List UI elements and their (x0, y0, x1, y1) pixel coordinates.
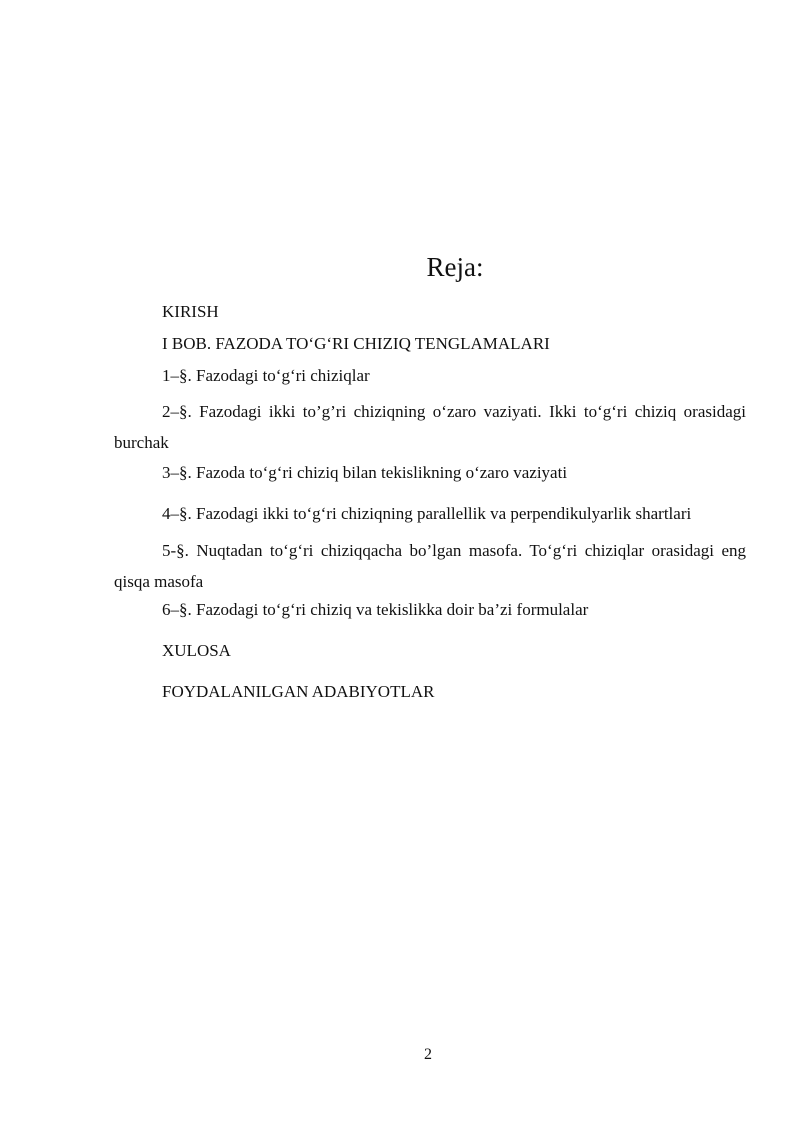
toc-entry-xulosa (114, 640, 746, 662)
toc-entry-text: I BOB. FAZODA TO‘G‘RI CHIZIQ TENGLAMALARI (162, 334, 550, 353)
toc-entry-text: 4–§. Fazodagi ikki to‘g‘ri chiziqning parallellik va perpendikulyarlik shartlari (162, 504, 692, 523)
toc-entry-text: XULOSA (162, 641, 231, 660)
toc-entry-text: FOYDALANILGAN ADABIYOTLAR (162, 682, 435, 701)
toc-entry-text: 2–§. Fazodagi ikki to’g’ri chiziqning o‘zaro vaziyati. Ikki to‘g‘ri chiziq orasidagi burchak (114, 402, 746, 452)
toc-entry-section-1 (114, 365, 746, 387)
toc-entry-references (114, 681, 746, 703)
toc-entry-kirish (114, 301, 746, 323)
toc-entry-text: 6–§. Fazodagi to‘g‘ri chiziq va tekislikka doir ba’zi formulalar (162, 600, 589, 619)
toc-entry-text: 3–§. Fazoda to‘g‘ri chiziq bilan tekislikning o‘zaro vaziyati (162, 463, 568, 482)
toc-entry-section-6 (114, 599, 746, 621)
toc-entry-section-5 (114, 535, 746, 597)
toc-entry-section-2 (114, 396, 746, 458)
toc-entry-text: 5-§. Nuqtadan to‘g‘ri chiziqqacha bo’lgan masofa. To‘g‘ri chiziqlar orasidagi eng qisqa masofa (114, 541, 746, 591)
toc-entry-section-3 (114, 462, 746, 484)
page-number: 2 (424, 1046, 432, 1063)
toc-entry-text: KIRISH (162, 302, 219, 321)
toc-entry-section-4 (114, 503, 746, 525)
toc-entry-text: 1–§. Fazodagi to‘g‘ri chiziqlar (162, 366, 370, 385)
page-title: Reja: (426, 252, 484, 282)
toc-entry-chapter-1 (114, 333, 746, 355)
